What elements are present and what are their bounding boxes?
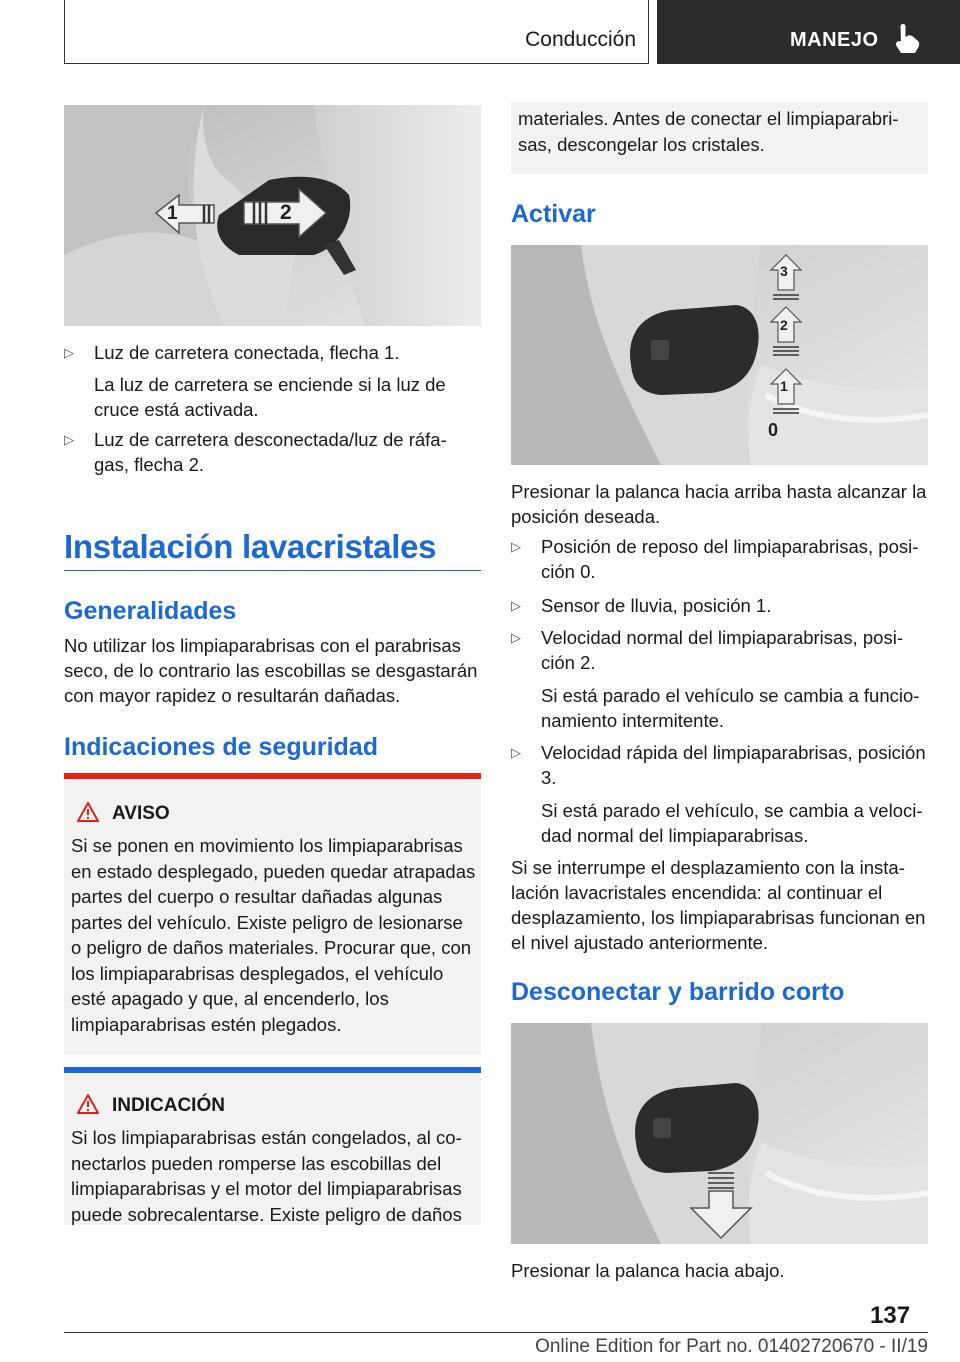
- bullet-triangle-icon: ▷: [511, 630, 521, 645]
- header-section-title: Conducción: [525, 28, 636, 51]
- warning-triangle-icon: [77, 802, 99, 822]
- wiper-lever-down-photo: [511, 1023, 928, 1244]
- figure-label: 2: [280, 201, 292, 224]
- footer-edition: Online Edition for Part no. 01402720670 - II/19: [535, 1336, 928, 1357]
- warning-bar: [64, 773, 481, 779]
- figure-label: 0: [768, 420, 779, 440]
- warning-text: Si se ponen en movimiento los limpiaparabrisas en estado desplegado, pueden quedar atrapadas partes del cuerpo o resultar dañadas algunas partes del vehículo. Existe peligro de lesionarse o peligro de daños materiales. Procurar que, con los limpiaparabrisas desplegados, el vehículo esté apagado y que, al encenderlo, los limpiaparabrisas estén plegados.: [71, 835, 476, 1035]
- bullet-note: La luz de carretera se enciende si la luz de cruce está activada.: [94, 374, 446, 420]
- bullet-triangle-icon: ▷: [511, 745, 521, 760]
- figure-label: 3: [780, 263, 788, 279]
- notice-text: Si los limpiaparabrisas están congelados, al conectarlos pueden romperse las escobillas del limpiaparabrisas y el motor del limpiaparabrisas puede sobrecalentarse. Existe peligro de daños: [71, 1127, 462, 1225]
- paragraph: Presionar la palanca hacia abajo.: [511, 1260, 785, 1281]
- bullet-triangle-icon: ▷: [64, 345, 74, 360]
- paragraph: Si se interrumpe el desplazamiento con la instalación lavacristales encendida: al continuar el desplazamiento, los limpiaparabrisas funcionan en el nivel ajustado anteriormente.: [511, 857, 926, 953]
- pointing-hand-icon: [892, 22, 922, 56]
- subsection-title: Activar: [511, 200, 596, 228]
- footer-rule: [64, 1332, 928, 1333]
- high-beam-lever-photo: [64, 105, 481, 326]
- subsection-title: Indicaciones de seguridad: [64, 733, 378, 761]
- bullet-note: Si está parado el vehículo, se cambia a velocidad normal del limpiaparabrisas.: [541, 800, 923, 846]
- notice-text-continued: materiales. Antes de conectar el limpiaparabrisas, descongelar los cristales.: [518, 108, 899, 155]
- warning-title: AVISO: [112, 803, 170, 824]
- bullet-triangle-icon: ▷: [64, 432, 74, 447]
- header-left-rule: [64, 0, 65, 64]
- paragraph: No utilizar los limpiaparabrisas con el parabrisas seco, de lo contrario las escobillas se desgastarán con mayor rapidez o resultarán dañadas.: [64, 635, 478, 706]
- section-rule: [64, 570, 481, 571]
- list-item: ▷ Velocidad rápida del limpiaparabrisas, posición 3.: [511, 742, 926, 788]
- subsection-title: Desconectar y barrido corto: [511, 978, 845, 1006]
- section-title: Instalación lavacristales: [64, 528, 437, 565]
- notice-triangle-icon: [77, 1094, 99, 1114]
- header-chapter-label: MANEJO: [790, 29, 879, 51]
- list-item: ▷ Posición de reposo del limpiaparabrisas, posición 0.: [511, 536, 919, 582]
- figure-label: 1: [780, 378, 788, 394]
- paragraph: Presionar la palanca hacia arriba hasta alcanzar la posición deseada.: [511, 481, 927, 527]
- header-divider: [648, 0, 649, 64]
- bullet-note: Si está parado el vehículo se cambia a funcionamiento intermitente.: [541, 685, 920, 731]
- list-item: ▷ Luz de carretera conectada, flecha 1.: [64, 342, 400, 363]
- figure-label: 2: [780, 317, 788, 333]
- notice-title: INDICACIÓN: [112, 1095, 225, 1116]
- subsection-title: Generalidades: [64, 597, 237, 625]
- list-item: ▷ Sensor de lluvia, posición 1.: [511, 595, 772, 616]
- wiper-lever-up-photo: [511, 245, 928, 465]
- bullet-triangle-icon: ▷: [511, 539, 521, 554]
- page-number: 137: [870, 1302, 911, 1329]
- figure-label: 1: [167, 203, 178, 224]
- bullet-triangle-icon: ▷: [511, 598, 521, 613]
- list-item: ▷ Velocidad normal del limpiaparabrisas, posición 2.: [511, 627, 903, 673]
- header-bottom-rule: [64, 63, 649, 64]
- notice-bar: [64, 1067, 481, 1073]
- list-item: ▷ Luz de carretera desconectada/luz de ráfagas, flecha 2.: [64, 429, 447, 475]
